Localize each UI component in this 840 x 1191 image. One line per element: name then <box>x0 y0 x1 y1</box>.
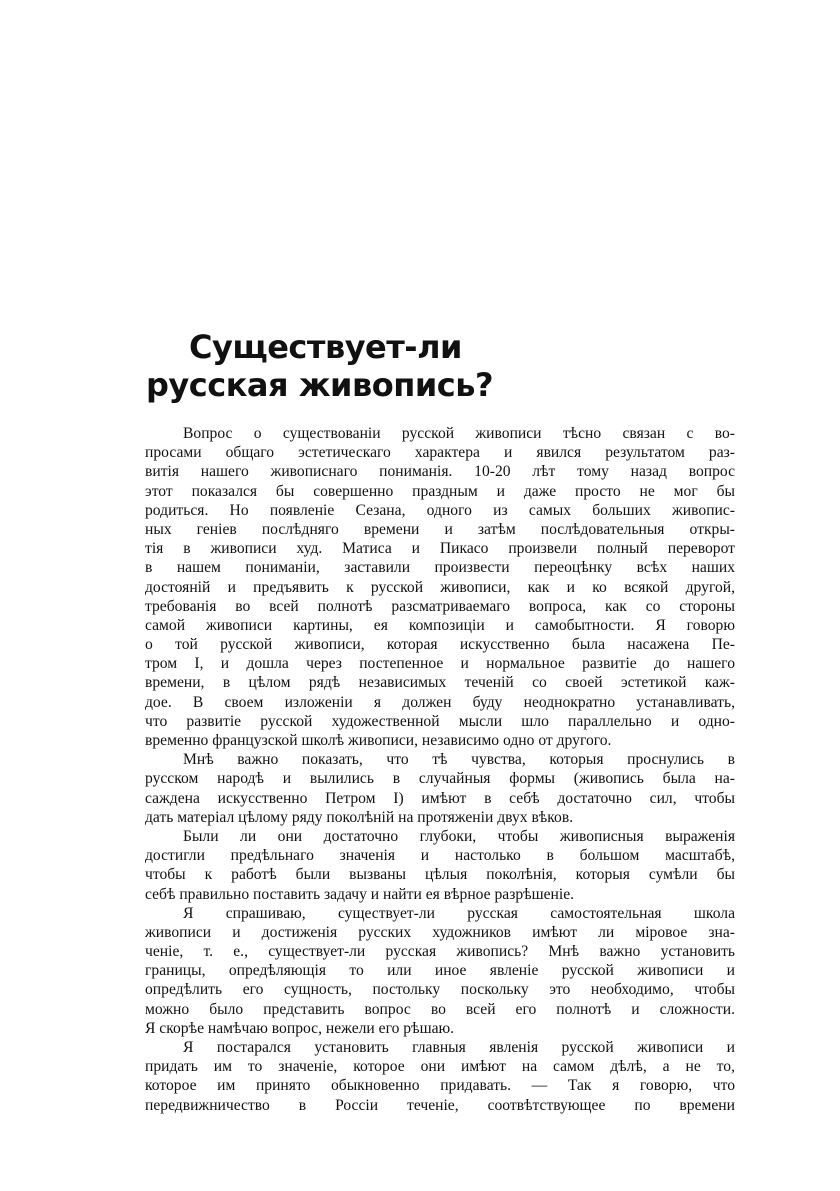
text-line: времени, в цѣлом рядѣ независимых теченiй со своей эстетикой каж- <box>145 674 735 692</box>
text-line: ных генiев послѣдняго времени и затѣм послѣдовательныя откры- <box>145 520 735 538</box>
text-line: что развитiе русской художественной мысли шло параллельно и одно- <box>145 712 735 730</box>
text-line: тром I, и дошла через постепенное и нормальное развитiе до нашего <box>145 655 735 673</box>
text-line: о той русской живописи, которая искусственно была насажена Пе- <box>145 636 735 654</box>
text-line: саждена искусственно Петром I) имѣют в себѣ достаточно сил, чтобы <box>145 789 735 807</box>
text-line: этот показался бы совершенно праздным и даже просто не мог бы <box>145 482 735 500</box>
text-line: дое. В своем изложенiи я должен буду неоднократно устанавливать, <box>145 693 735 711</box>
text-line: себѣ правильно поставить задачу и найти ея вѣрное разрѣшенiе. <box>145 885 575 903</box>
title-line-2: русская живопись? <box>146 366 493 404</box>
text-line: достоянiй и предъявить к русской живописи, как и ко всякой другой, <box>145 578 735 596</box>
text-line: временно французской школѣ живописи, независимо одно от другого. <box>145 732 612 749</box>
text-line: достигли предѣльнаго значенiя и настолько в большом масштабѣ, <box>145 847 735 865</box>
text-line: передвижничество в Россiи теченiе, соотвѣтствующее по времени <box>145 1096 735 1114</box>
title-line-1: Существует-ли <box>189 328 462 366</box>
text-line: Я постарался установить главныя явленiя русской живописи и <box>183 1039 735 1056</box>
text-line: придать им то значенiе, которое они имѣют на самом дѣлѣ, а не то, <box>145 1058 735 1076</box>
text-line: которое им принято обыкновенно придавать. — Так я говорю, что <box>145 1077 735 1095</box>
text-line: в нашем пониманiи, заставили произвести переоцѣнку всѣх наших <box>145 559 735 577</box>
text-line: дать матерiал цѣлому ряду поколѣнiй на протяженiи двух вѣков. <box>145 808 574 826</box>
text-line: витiя нашего живописнаго пониманiя. 10-20 лѣт тому назад вопрос <box>145 463 735 481</box>
text-line: границы, опредѣляющiя то или иное явленiе русской живописи и <box>145 962 735 980</box>
text-line: Вопрос о существованiи русской живописи тѣсно связан с во- <box>183 425 735 442</box>
text-line: просами общаго эстетическаго характера и явился результатом раз- <box>145 444 735 462</box>
text-line: Я спрашиваю, существует-ли русская самостоятельная школа <box>183 904 735 922</box>
article-body <box>145 424 735 1115</box>
text-line: ченiе, т. е., существует-ли русская живопись? Мнѣ важно установить <box>145 943 735 961</box>
text-line: Я скорѣе намѣчаю вопрос, нежели его рѣшаю. <box>145 1019 455 1037</box>
text-line: живописи и достиженiя русских художников имѣют ли мiровое зна- <box>145 923 735 941</box>
text-line: требованiя во всей полнотѣ разсматриваемаго вопроса, как со стороны <box>145 597 735 615</box>
text-line: родиться. Но появленiе Сезана, одного из самых больших живопис- <box>145 501 735 519</box>
text-line: русском народѣ и вылились в случайныя формы (живопись была на- <box>145 770 735 788</box>
text-line: опредѣлить его сущность, постольку поскольку это необходимо, чтобы <box>145 981 735 999</box>
text-line: самой живописи картины, ея композицiи и самобытности. Я говорю <box>145 616 735 634</box>
text-line: Мнѣ важно показать, что тѣ чувства, которыя проснулись в <box>183 751 735 769</box>
article-title <box>146 328 566 404</box>
text-line: тiя в живописи худ. Матиса и Пикасо произвели полный переворот <box>145 540 735 558</box>
text-line: Были ли они достаточно глубоки, чтобы живописныя выраженiя <box>183 827 735 845</box>
text-line: чтобы к работѣ были вызваны цѣлыя поколѣнiя, которыя сумѣли бы <box>145 866 735 884</box>
text-line: можно было представить вопрос во всей его полнотѣ и сложности. <box>145 1000 735 1018</box>
